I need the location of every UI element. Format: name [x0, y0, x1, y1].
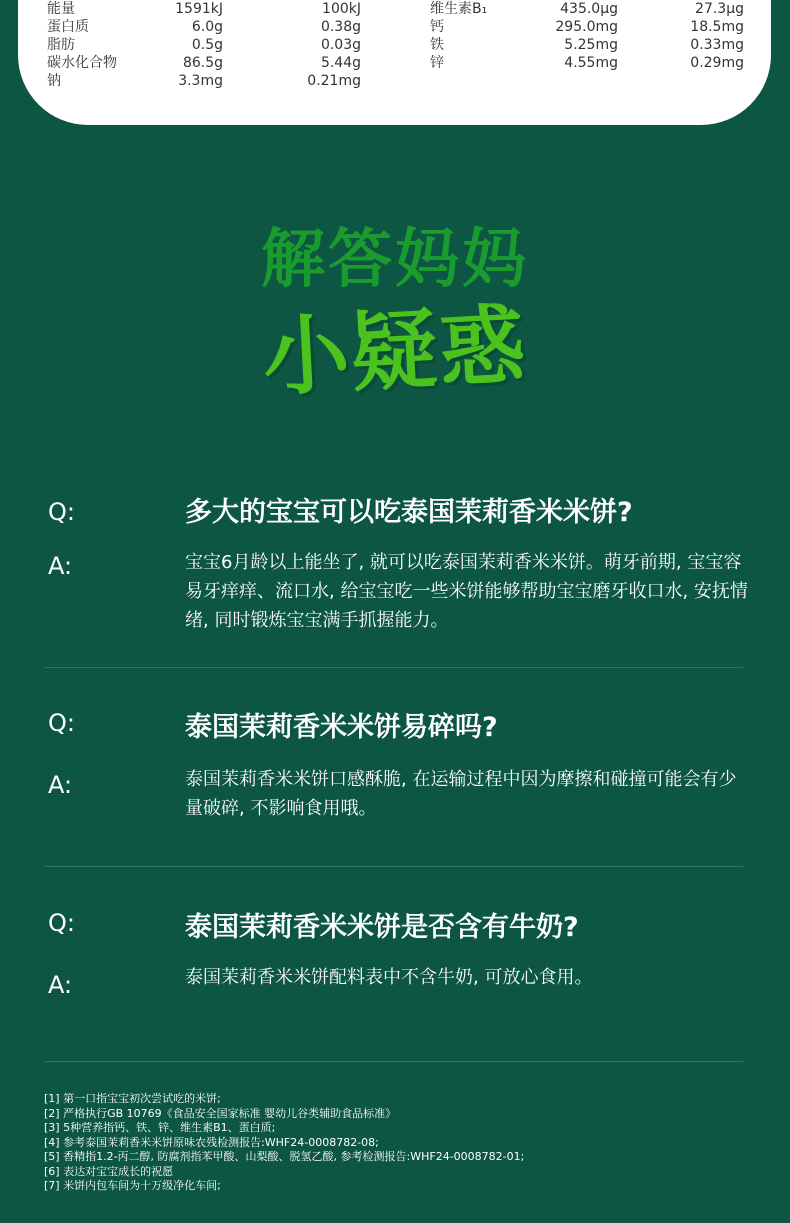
answer-label: A:	[48, 971, 73, 999]
answer-text: 宝宝6月龄以上能坐了, 就可以吃泰国茉莉香米米饼。萌牙前期, 宝宝容易牙痒痒、流口水, 给宝宝吃一些米饼能够帮助宝宝磨牙收口水, 安抚情绪, 同时锻炼宝宝满手抓握能力。	[185, 552, 748, 631]
nutrient-nrv: 0.38g	[320, 19, 361, 35]
nutrient-name: 锌	[430, 55, 444, 71]
nutrient-nrv: 0.21mg	[307, 73, 361, 89]
question-text: 泰国茉莉香米米饼易碎吗?	[185, 712, 498, 743]
footnote: [4] 参考泰国茉莉香米米饼原味农残检测报告:WHF24-0008782-08;	[44, 1135, 379, 1149]
question-label: Q:	[48, 498, 75, 526]
answer-label: A:	[48, 552, 73, 580]
question-label: Q:	[48, 709, 75, 737]
divider	[45, 866, 743, 867]
question-text: 泰国茉莉香米米饼是否含有牛奶?	[185, 912, 579, 943]
footnote: [7] 米饼内包车间为十万级净化车间;	[44, 1179, 221, 1192]
footnote: [6] 表达对宝宝成长的祝愿	[44, 1164, 174, 1178]
footnote: [1] 第一口指宝宝初次尝试吃的米饼;	[44, 1092, 221, 1105]
question-label: Q:	[48, 909, 75, 937]
nutrient-value: 0.5g	[191, 37, 223, 53]
footnotes	[44, 1092, 524, 1194]
nutrient-nrv: 0.33mg	[690, 37, 744, 53]
nutrient-name: 钠	[47, 73, 61, 89]
nutrient-value: 5.25mg	[564, 37, 618, 53]
nutrient-nrv: 0.03g	[320, 37, 361, 53]
nutrient-name: 维生素B₁	[430, 1, 488, 17]
nutrition-row	[18, 36, 771, 54]
nutrient-value: 86.5g	[182, 55, 223, 71]
nutrient-nrv: 100kJ	[322, 1, 361, 17]
nutrient-value: 295.0mg	[555, 19, 618, 35]
nutrient-value: 4.55mg	[564, 55, 618, 71]
answer-text: 泰国茉莉香米米饼口感酥脆, 在运输过程中因为摩擦和碰撞可能会有少量破碎, 不影响食用哦。	[185, 769, 737, 819]
nutrient-name: 脂肪	[47, 37, 75, 53]
nutrient-nrv: 27.3μg	[695, 1, 744, 17]
nutrient-value: 6.0g	[191, 19, 223, 35]
nutrient-value: 3.3mg	[178, 73, 223, 89]
answer-text: 泰国茉莉香米米饼配料表中不含牛奶, 可放心食用。	[185, 967, 593, 988]
nutrition-row	[18, 54, 771, 72]
nutrient-name: 能量	[47, 1, 75, 17]
footnote: [3] 5种营养指钙、铁、锌、维生素B1、蛋白质;	[44, 1121, 276, 1134]
nutrient-name: 钙	[430, 19, 444, 35]
nutrient-nrv: 18.5mg	[690, 19, 744, 35]
nutrient-name: 蛋白质	[47, 19, 89, 35]
answer-label: A:	[48, 771, 73, 799]
section-subtitle: 小疑惑	[260, 295, 530, 409]
nutrient-nrv: 5.44g	[320, 55, 361, 71]
divider	[45, 667, 743, 668]
nutrient-value: 1591kJ	[175, 1, 223, 17]
nutrition-row	[18, 18, 771, 36]
nutrition-table-card	[18, 0, 771, 125]
section-title: 解答妈妈	[261, 223, 529, 297]
footnote: [5] 香精指1.2-丙二醇, 防腐剂指苯甲酸、山梨酸、脱氢乙酸, 参考检测报告:WHF24-0008782-01;	[44, 1150, 525, 1163]
nutrient-value: 435.0μg	[560, 1, 618, 17]
footnote: [2] 严格执行GB 10769《食品安全国家标准 婴幼儿谷类辅助食品标准》	[44, 1106, 397, 1120]
nutrition-row	[18, 0, 771, 18]
divider	[45, 1061, 743, 1062]
question-text: 多大的宝宝可以吃泰国茉莉香米米饼?	[185, 497, 633, 528]
nutrition-row	[18, 72, 771, 90]
nutrient-name: 碳水化合物	[47, 55, 117, 71]
nutrient-name: 铁	[430, 37, 444, 53]
nutrient-nrv: 0.29mg	[690, 55, 744, 71]
